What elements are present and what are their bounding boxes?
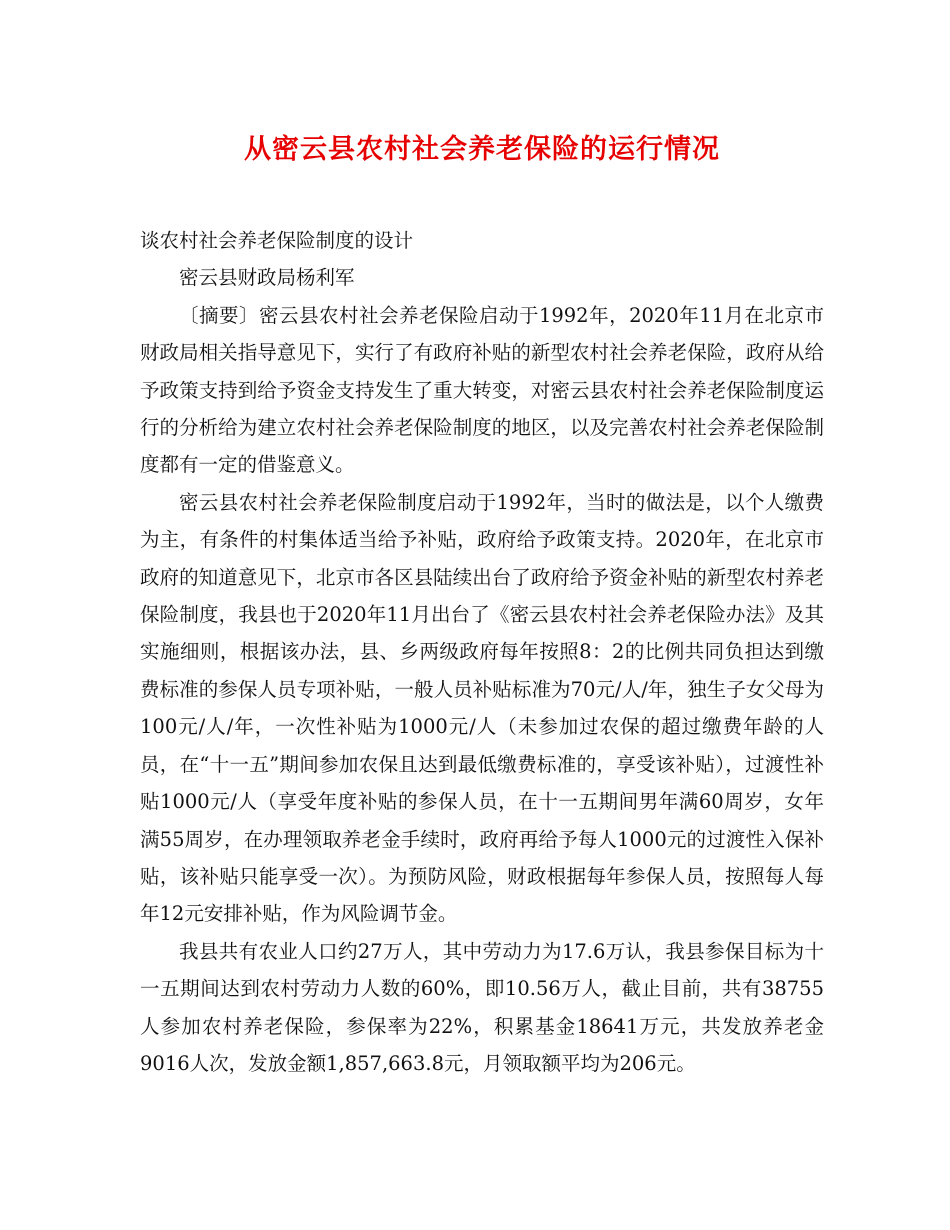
document-title: 从密云县农村社会养老保险的运行情况 — [244, 134, 720, 165]
document-subtitle: 谈农村社会养老保险制度的设计 — [140, 229, 414, 252]
document-page — [140, 128, 824, 1082]
body-paragraph-policy: 密云县农村社会养老保险制度启动于1992年，当时的做法是，以个人缴费为主，有条件的村集体适当给予补贴，政府给予政策支持。2020年，在北京市政府的知道意见下，北京市各区县陆续出台了政府给予资金补贴的新型农村养老保险制度，我县也于2020年11月出台了《密云县农村社会养老保险办法》及其实施细则，根据该办法，县、乡两级政府每年按照8：2的比例共同负担达到缴费标准的参保人员专项补贴，一般人员补贴标准为70元/人/年，独生子女父母为100元/人/年，一次性补贴为1000元/人（未参加过农保的超过缴费年龄的人员，在“十一五”期间参加农保且达到最低缴费标准的，享受该补贴），过渡性补贴1000元/人（享受年度补贴的参保人员，在十一五期间男年满60周岁，女年满55周岁，在办理领取养老金手续时，政府再给予每人1000元的过渡性入保补贴，该补贴只能享受一次）。为预防风险，财政根据每年参保人员，按照每人每年12元安排补贴，作为风险调节金。 — [140, 490, 824, 926]
abstract-paragraph: 〔摘要〕密云县农村社会养老保险启动于1992年，2020年11月在北京市财政局相关指导意见下，实行了有政府补贴的新型农村社会养老保险，政府从给予政策支持到给予资金支持发生了重大转变，对密云县农村社会养老保险制度运行的分析给为建立农村社会养老保险制度的地区，以及完善农村社会养老保险制度都有一定的借鉴意义。 — [140, 303, 824, 477]
author-line: 密云县财政局杨利军 — [179, 266, 355, 290]
body-paragraph-statistics: 我县共有农业人口约27万人，其中劳动力为17.6万认，我县参保目标为十一五期间达到农村劳动力人数的60%，即10.56万人，截止目前，共有38755人参加农村养老保险，参保率为22%，积累基金18641万元，共发放养老金9016人次，发放金额1,857,663.8元，月领取额平均为206元。 — [140, 939, 824, 1075]
